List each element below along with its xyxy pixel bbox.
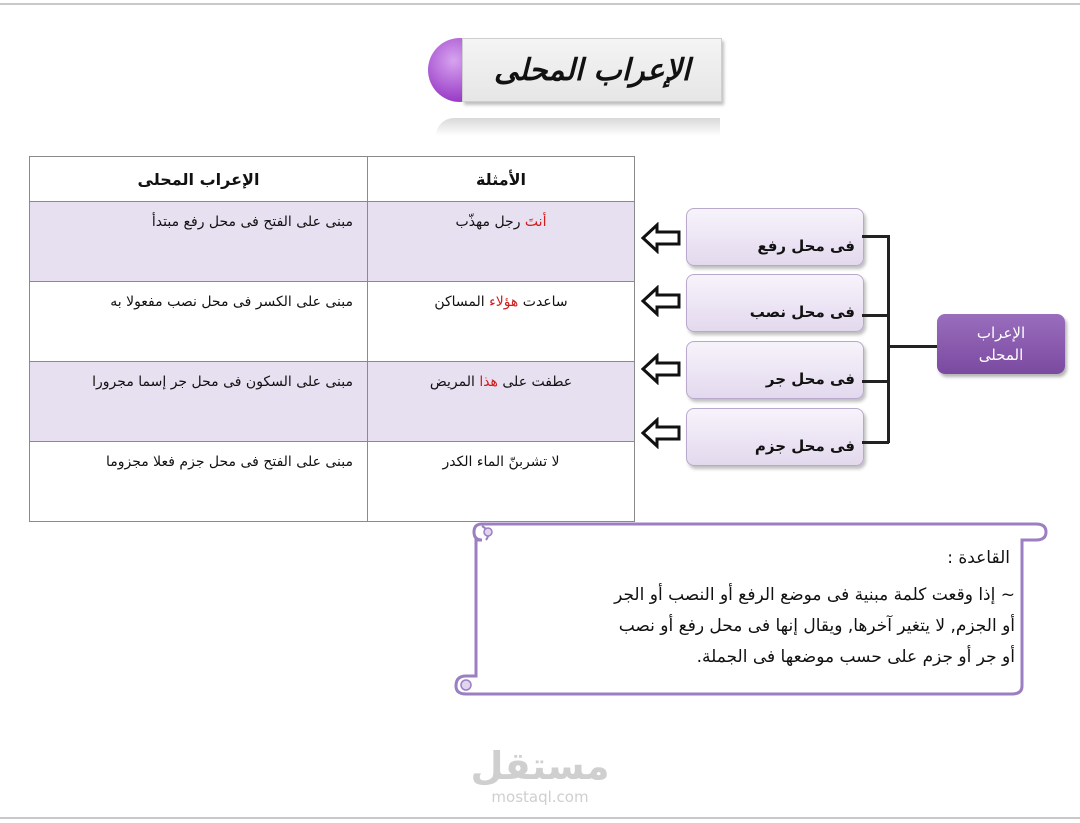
bottom-frame-line xyxy=(0,817,1080,819)
bracket-line xyxy=(862,441,889,444)
central-concept-box: الإعراب المحلى xyxy=(937,314,1065,374)
left-arrow-icon xyxy=(641,417,681,449)
rule-title: القاعدة : xyxy=(947,548,1010,568)
example-cell: أنتَ رجل مهذّب xyxy=(368,202,635,282)
rule-text xyxy=(485,580,1015,673)
rule-line: أو الجزم, لا يتغير آخرها, ويقال إنها فى محل رفع أو نصب xyxy=(618,616,1015,636)
case-box-raf: فى محل رفع xyxy=(686,208,864,266)
case-box-nasb: فى محل نصب xyxy=(686,274,864,332)
table-row xyxy=(30,442,635,522)
table-row xyxy=(30,282,635,362)
example-cell: لا تشربنّ الماء الكدر xyxy=(368,442,635,522)
analysis-table xyxy=(29,156,635,522)
case-box-jazm: فى محل جزم xyxy=(686,408,864,466)
bracket-line xyxy=(862,235,889,238)
highlight-word: هؤلاء xyxy=(489,294,519,310)
bracket-line xyxy=(862,314,889,317)
highlight-word: أنتَ xyxy=(524,214,547,230)
analysis-cell: مبنى على الكسر فى محل نصب مفعولا به xyxy=(30,282,368,362)
analysis-cell: مبنى على الفتح فى محل رفع مبتدأ xyxy=(30,202,368,282)
analysis-cell: مبنى على السكون فى محل جر إسما مجرورا xyxy=(30,362,368,442)
bracket-line xyxy=(887,235,890,443)
example-cell: ساعدت هؤلاء المساكن xyxy=(368,282,635,362)
rule-line: أو جر أو جزم على حسب موضعها فى الجملة. xyxy=(696,647,1015,667)
highlight-word: هذا xyxy=(479,374,498,390)
header-examples: الأمثلة xyxy=(368,157,635,202)
example-cell: عطفت على هذا المريض xyxy=(368,362,635,442)
left-arrow-icon xyxy=(641,222,681,254)
title-shadow xyxy=(436,118,720,136)
table-header-row xyxy=(30,157,635,202)
left-arrow-icon xyxy=(641,353,681,385)
table-row xyxy=(30,362,635,442)
analysis-cell: مبنى على الفتح فى محل جزم فعلا مجزوما xyxy=(30,442,368,522)
top-frame-line xyxy=(0,3,1080,5)
header-analysis: الإعراب المحلى xyxy=(30,157,368,202)
watermark-logo-arabic: مستقل xyxy=(470,744,610,788)
table-row xyxy=(30,202,635,282)
bracket-line xyxy=(888,345,938,348)
page-title: الإعراب المحلى xyxy=(462,38,722,102)
rule-line: ~ إذا وقعت كلمة مبنية فى موضع الرفع أو النصب أو الجر xyxy=(614,585,1015,605)
watermark-logo-latin: mostaql.com xyxy=(491,788,589,806)
case-box-jarr: فى محل جر xyxy=(686,341,864,399)
bracket-line xyxy=(862,380,889,383)
left-arrow-icon xyxy=(641,285,681,317)
